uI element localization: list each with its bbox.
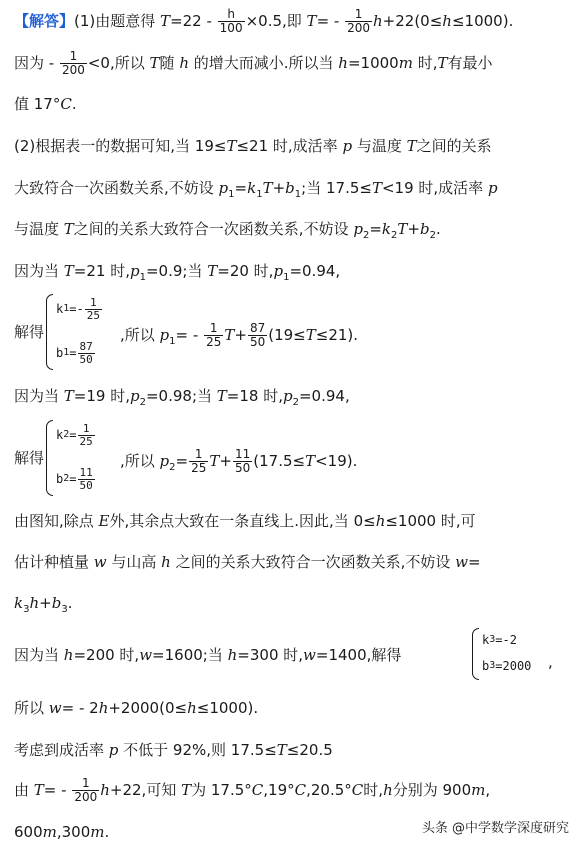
equation-system-2: k 2 = $\frac{1}{25}$ b 2 = $\frac{11}{50}$ [56, 421, 93, 492]
answer-line-18: 600m,300m. [14, 823, 110, 841]
answer-line-10: ,所以 $p_2=$ $\frac{1}{25}$ T+ $\frac{11}{50}$ (17.5≤T<19). [120, 447, 358, 475]
system-brace-1 [46, 294, 53, 370]
answer-line-1: 【解答】(1)由题意得 T=22 - $\frac{h}{100}$ ×0.5,即 T= - $\frac{1}{200}$ h+22(0≤h≤1000). [14, 7, 514, 35]
answer-line-16: 考虑到成活率 p 不低于 92%,则 17.5≤T≤20.5 [14, 741, 333, 759]
answer-line-14: 因为当 h=200 时,w=1600;当 h=300 时,w=1400,解得 [14, 646, 402, 664]
equation-system-3: k 3 =-2 b 3 =2000 [482, 633, 532, 673]
answer-line-11: 由图知,除点 E外,其余点大致在一条直线上.因此,当 0≤h≤1000 时,可 [14, 512, 476, 530]
solve-label-1: 解得 [14, 323, 45, 341]
answer-line-8: ,所以 $p_1=$ - $\frac{1}{25}$ T+ $\frac{87}{50}$ (19≤T≤21). [120, 321, 359, 349]
system-3-comma: , [548, 653, 553, 671]
answer-line-12: 估计种植量 w 与山高 h 之间的关系大致符合一次函数关系,不妨设 w= [14, 553, 481, 571]
answer-line-9: 因为当 T=19 时$,p_2=0.98$;当 T=18 时$,p_2=0.94$, [14, 387, 350, 408]
answer-line-5: 大致符合一次函数关系,不妨设 $p_1=k_1T+b_1$;当 17.5≤T<19 时,成活率 p [14, 179, 498, 200]
watermark: 头条 @中学数学深度研究 [421, 821, 569, 836]
answer-line-2: 因为 - $\frac{1}{200}$ <0,所以 T随 h 的增大而减小.所以当 h=1000m 时,T有最小 [14, 49, 493, 77]
answer-line-15: 所以 w= - 2h+2000(0≤h≤1000). [14, 699, 259, 717]
answer-tag: 【解答】 [14, 12, 75, 30]
answer-line-6: 与温度 T之间的关系大致符合一次函数关系,不妨设 $p_2=k_2T+b_2$. [14, 220, 441, 241]
answer-line-4: (2)根据表一的数据可知,当 19≤T≤21 时,成活率 p 与温度 T之间的关系 [14, 137, 492, 155]
answer-line-17: 由 T= - $\frac{1}{200}$ h+22,可知 T为 17.5°C,19°C,20.5°C时,h分别为 900m, [14, 776, 491, 804]
system-brace-2 [46, 420, 53, 496]
answer-line-7: 因为当 T=21 时$,p_1=0.9$;当 T=20 时$,p_1=0.94$, [14, 262, 341, 283]
system-brace-3 [472, 628, 479, 680]
equation-system-1: k 1 =- $\frac{1}{25}$ b 1 = $\frac{87}{50}$ [56, 295, 100, 366]
answer-line-3: 值 17°C. [14, 95, 77, 113]
solve-label-2: 解得 [14, 449, 45, 467]
answer-line-13: $k_3h+b_3$. [14, 594, 73, 615]
